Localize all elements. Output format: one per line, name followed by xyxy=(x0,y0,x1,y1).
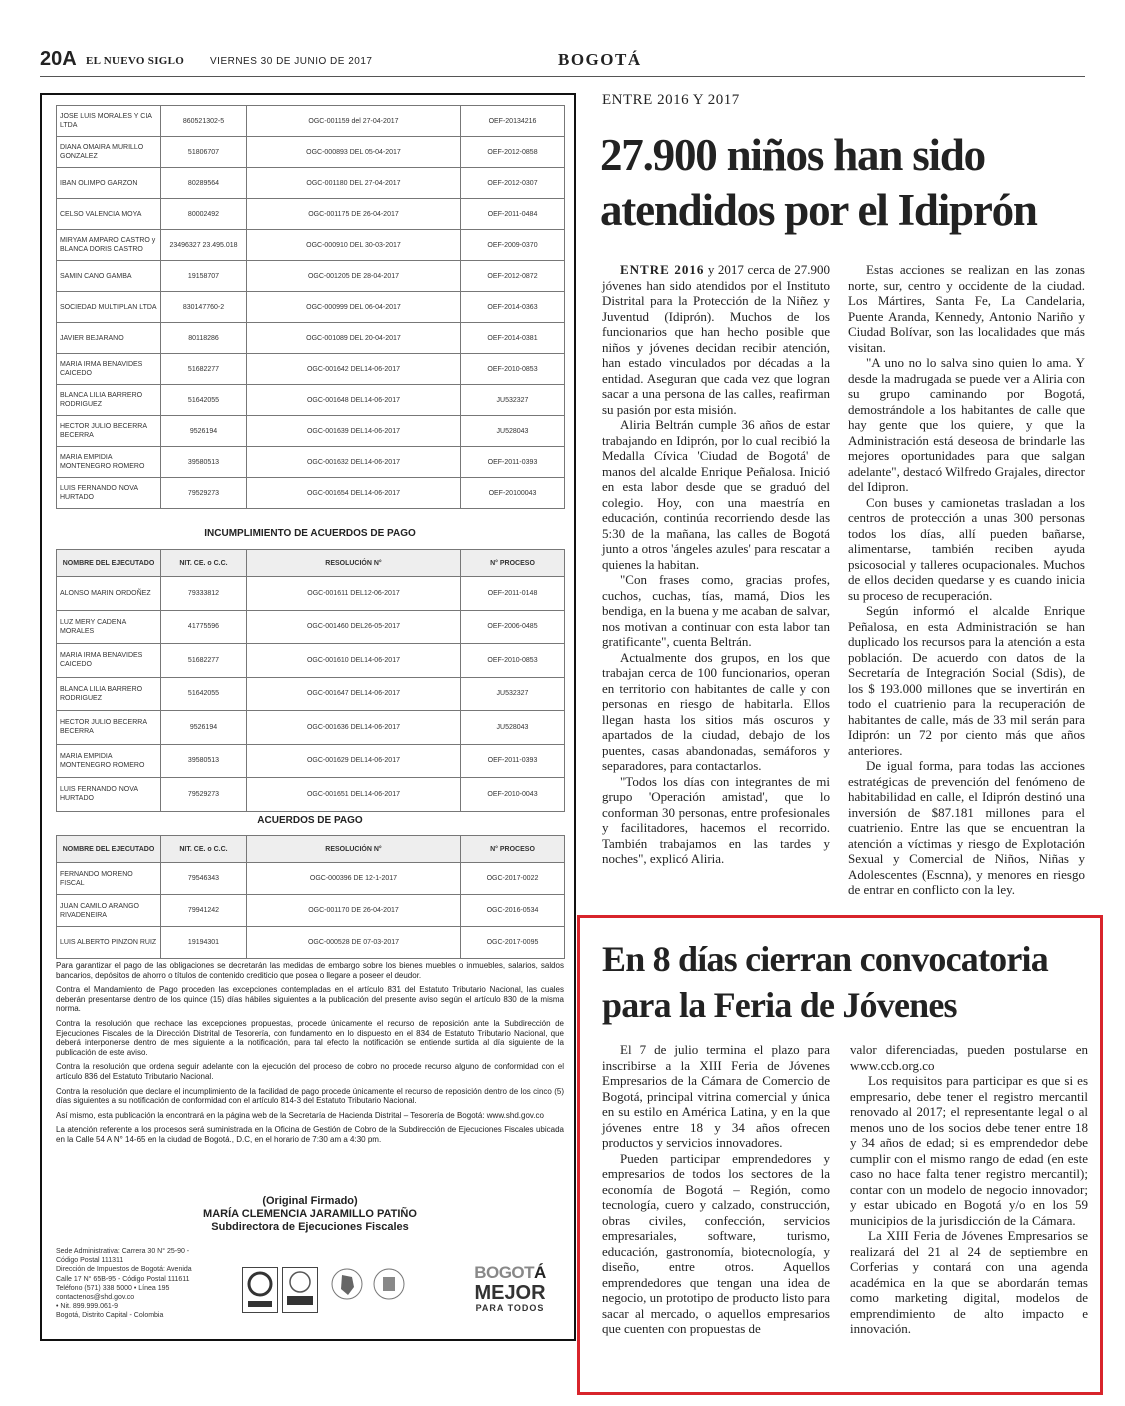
article-column-1 xyxy=(602,1042,830,1337)
table-cell: OEF-2010-0853 xyxy=(461,354,565,385)
table-cell: ALONSO MARIN ORDOÑEZ xyxy=(57,577,161,611)
table-row xyxy=(57,137,565,168)
article-paragraph: Con buses y camionetas trasladan a los centros de protección a unas 300 personas todos los días, allí pueden bañarse, alimentarse, también reciben ayuda psicosocial y talleres ocupacionales. Muchos de ellos deciden quedarse y es cuando inicia su proceso de recuperación. xyxy=(848,494,1085,603)
address-line: • Nit. 899.999.061-9 xyxy=(56,1303,118,1311)
table-cell: JU532327 xyxy=(461,677,565,711)
table-row xyxy=(57,927,565,959)
address-line: Bogotá, Distrito Capital - Colombia xyxy=(56,1312,164,1320)
table-row xyxy=(57,168,565,199)
table-row xyxy=(57,744,565,778)
table-cell: CELSO VALENCIA MOYA xyxy=(57,199,161,230)
article-paragraph: Los requisitos para participar es que si es empresario, debe tener el registro mercantil renovado al 2017; el representante legal o al menos uno de los socios debe tener entre 18 y 34 años de edad; si es emprendedor debe cumplir con el mismo rango de edad (en este caso no hace falta tener registro mercantil); contar con un modelo de negocio innovador; y estar ubicado en Bogotá y/o en los 59 municipios de la jurisdicción de la Cámara. xyxy=(850,1073,1088,1228)
table-row xyxy=(57,261,565,292)
column-header: RESOLUCIÓN N° xyxy=(247,550,461,577)
table-cell: OEF-2012-0872 xyxy=(461,261,565,292)
table-cell: OGC-2017-0022 xyxy=(461,863,565,895)
article-paragraph xyxy=(602,262,830,417)
table-cell: OEF-2011-0393 xyxy=(461,744,565,778)
table-cell: JU528043 xyxy=(461,711,565,745)
table-embargo xyxy=(56,105,565,509)
table-cell: OGC-000528 DE 07-03-2017 xyxy=(247,927,461,959)
article-column-1 xyxy=(602,262,830,867)
table-cell: OGC-001180 DEL 27-04-2017 xyxy=(247,168,461,199)
table-cell: OEF-2011-0148 xyxy=(461,577,565,611)
highlighted-article-box xyxy=(577,915,1103,1395)
logo-text: BOGOT xyxy=(474,1263,535,1282)
table-row xyxy=(57,447,565,478)
table-row xyxy=(57,478,565,509)
table-cell: LUIS ALBERTO PINZON RUIZ xyxy=(57,927,161,959)
table-cell: 80289564 xyxy=(161,168,247,199)
newspaper-name: EL NUEVO SIGLO xyxy=(86,55,185,67)
table-cell: LUIS FERNANDO NOVA HURTADO xyxy=(57,478,161,509)
table-cell: 830147760-2 xyxy=(161,292,247,323)
table-cell: OGC-001647 DEL14-06-2017 xyxy=(247,677,461,711)
table-cell: OEF-2014-0363 xyxy=(461,292,565,323)
table-cell: OEF-2009-0370 xyxy=(461,230,565,261)
table-cell: 79546343 xyxy=(161,863,247,895)
table-cell: DIANA OMAIRA MURILLO GONZALEZ xyxy=(57,137,161,168)
section-title: BOGOTÁ xyxy=(558,50,642,69)
address-line: contactenos@shd.gov.co xyxy=(56,1294,135,1302)
table-cell: OGC-001089 DEL 20-04-2017 xyxy=(247,323,461,354)
table-row xyxy=(57,610,565,644)
legal-paragraph: La atención referente a los procesos será suministrada en la Oficina de Gestión de Cobro de la Subdirección de Ejecuciones Fiscales ubicada en la Calle 54 A N° 14-65 en la ciudad de Bogotá., D.C, en el horario de 7:30 am a 4:30 pm. xyxy=(56,1125,564,1144)
table-cell: OGC-001636 DEL14-06-2017 xyxy=(247,711,461,745)
table-cell: HECTOR JULIO BECERRA BECERRA xyxy=(57,416,161,447)
legal-notice-ad xyxy=(40,93,576,1341)
table-cell: OGC-000910 DEL 30-03-2017 xyxy=(247,230,461,261)
table-cell: OGC-001651 DEL14-06-2017 xyxy=(247,778,461,812)
table-cell: OGC-2017-0095 xyxy=(461,927,565,959)
page-number: 20A xyxy=(40,48,77,70)
table-title-incumplimiento: INCUMPLIMIENTO DE ACUERDOS DE PAGO xyxy=(204,528,416,539)
logo-text: Á xyxy=(534,1263,546,1282)
table-cell: OGC-001648 DEL14-06-2017 xyxy=(247,385,461,416)
column-header: NIT. CE. o C.C. xyxy=(161,836,247,863)
table-incumplimiento xyxy=(56,549,565,812)
signature-block xyxy=(56,1195,564,1234)
table-row xyxy=(57,644,565,678)
logo-text: MEJOR xyxy=(474,1282,546,1304)
article-paragraph: Estas acciones se realizan en las zonas norte, sur, centro y occidente de la ciudad. Los Mártires, Santa Fe, La Candelaria, Puente Aranda, Kennedy, Antonio Nariño y Ciudad Bolívar, son las localidades que más visitan. xyxy=(848,262,1085,355)
table-cell: BLANCA LILIA BARRERO RODRIGUEZ xyxy=(57,385,161,416)
table-cell: 79529273 xyxy=(161,778,247,812)
legal-paragraph: Contra la resolución que rechace las excepciones propuestas, procede únicamente el recurso de reposición ante la Subdirección de Ejecuciones Fiscales de la Dirección Distrital de Tesorería, con fundamento en lo dispuesto en el 834 de Estatuto Tributario Nacional, que deberá interponerse dentro de mes siguiente a la notificación, para tal efecto la notificación se entiende surtida al día siguiente de la publicación de este aviso. xyxy=(56,1018,564,1057)
table-cell: OEF-2012-0858 xyxy=(461,137,565,168)
table-cell: 79941242 xyxy=(161,895,247,927)
table-cell: 23496327 23.495.018 xyxy=(161,230,247,261)
table-row xyxy=(57,778,565,812)
paragraph-text: y 2017 cerca de 27.900 jóvenes han sido atendidos por el Instituto Distrital para la Protección de la Niñez y Juventud (Idiprón). Muchos de los funcionarios que han hecho posible que niños y jóvenes decidan recibir atención, han estado vinculados por décadas a la entidad. Aseguran que cada vez que logran sacar a una persona de las calles, reafirman su pasión por esta misión. xyxy=(602,262,830,417)
article-paragraph: "A uno no lo salva sino quien lo ama. Y desde la madrugada se puede ver a Aliria con su grupo caminando por Bogotá, demostrándole a los habitantes de calle que hay gente que los quiere, y que la Administración está deseosa de brindarle las mejores oportunidades para que salgan adelante", destacó Wilfredo Grajales, director del Idipron. xyxy=(848,355,1085,494)
logo-text: PARA TODOS xyxy=(475,1303,545,1313)
article-kicker: ENTRE 2016 Y 2017 xyxy=(602,92,740,108)
table-cell: FERNANDO MORENO FISCAL xyxy=(57,863,161,895)
table-cell: 860521302-5 xyxy=(161,106,247,137)
table-cell: JAVIER BEJARANO xyxy=(57,323,161,354)
table-cell: OEF-2011-0484 xyxy=(461,199,565,230)
table-cell: IBAN OLIMPO GARZON xyxy=(57,168,161,199)
colombia-map-seal-icon xyxy=(330,1267,364,1311)
table-cell: OEF-20100043 xyxy=(461,478,565,509)
address-line: Sede Administrativa: Carrera 30 N° 25-90 - xyxy=(56,1248,190,1255)
address-line: Teléfono (571) 338 5000 • Línea 195 xyxy=(56,1284,170,1292)
address-line: Calle 17 N° 65B-95 - Código Postal 111611 xyxy=(56,1275,190,1283)
table-cell: 79333812 xyxy=(161,577,247,611)
bogota-mejor-logo xyxy=(460,1263,560,1313)
table-cell: HECTOR JULIO BECERRA BECERRA xyxy=(57,711,161,745)
table-cell: MARIA EMPIDIA MONTENEGRO ROMERO xyxy=(57,447,161,478)
table-cell: OGC-001460 DEL26-05-2017 xyxy=(247,610,461,644)
table-cell: OGC-2016-0534 xyxy=(461,895,565,927)
table-cell: SAMIN CANO GAMBA xyxy=(57,261,161,292)
table-row xyxy=(57,106,565,137)
column-header: NIT. CE. o C.C. xyxy=(161,550,247,577)
table-cell: MARIA IRMA BENAVIDES CAICEDO xyxy=(57,644,161,678)
legal-paragraph: Contra el Mandamiento de Pago proceden las excepciones contempladas en el artículo 831 del Estatuto Tributario Nacional, las cuales deberán presentarse dentro de los quince (15) días hábiles siguientes a la publicación del presente aviso según el artículo 830 de la misma norma. xyxy=(56,985,564,1014)
article-paragraph: valor diferenciadas, pueden postularse en www.ccb.org.co xyxy=(850,1042,1088,1073)
government-seal-icon xyxy=(372,1267,406,1311)
table-cell: JU528043 xyxy=(461,416,565,447)
article-paragraph: El 7 de julio termina el plazo para inscribirse a la XIII Feria de Jóvenes Empresarios de la Cámara de Comercio de Bogotá, principal vitrina comercial y única en su estilo en América Latina, y en la que jóvenes entre 18 y 34 años ofrecen productos y servicios innovadores. xyxy=(602,1042,830,1150)
table-cell: OGC-001654 DEL14-06-2017 xyxy=(247,478,461,509)
address-line: Código Postal 111311 xyxy=(56,1257,124,1265)
table-cell: OGC-001175 DE 26-04-2017 xyxy=(247,199,461,230)
table-cell: 51642055 xyxy=(161,677,247,711)
table-cell: 19194301 xyxy=(161,927,247,959)
table-cell: OEF-2014-0381 xyxy=(461,323,565,354)
column-header: NOMBRE DEL EJECUTADO xyxy=(57,550,161,577)
page-header xyxy=(40,48,1085,77)
table-cell: MARIA IRMA BENAVIDES CAICEDO xyxy=(57,354,161,385)
column-header: NOMBRE DEL EJECUTADO xyxy=(57,836,161,863)
article-paragraph: Aliria Beltrán cumple 36 años de estar trabajando en Idiprón, por lo cual recibió la Medalla Cívica 'Ciudad de Bogotá' de manos del alcalde Enrique Peñalosa. Inició en esta labor desde que se graduó del colegio. Hoy, con una maestría en educación, continúa recorriendo desde las 5:30 de la mañana, las calles de Bogotá junto a otros 'ángeles azules' para rescatar a quienes la habitan. xyxy=(602,417,830,572)
table-cell: 9526194 xyxy=(161,711,247,745)
table-acuerdos xyxy=(56,835,565,959)
article-headline: 27.900 niños han sido atendidos por el Idiprón xyxy=(600,130,1037,235)
table-row xyxy=(57,199,565,230)
column-header: N° PROCESO xyxy=(461,836,565,863)
iso-certification-seal-icon xyxy=(242,1267,278,1313)
address-block xyxy=(56,1247,226,1321)
article-paragraph: "Con frases como, gracias profes, cuchos, cuchas, tías, mamá, Dios les bendiga, en la buena y me acaban de salvar, nos motivan a continuar con esta labor tan gratificante", cuenta Beltrán. xyxy=(602,572,830,649)
table-cell: 9526194 xyxy=(161,416,247,447)
table-cell: 51682277 xyxy=(161,354,247,385)
column-header: RESOLUCIÓN N° xyxy=(247,836,461,863)
table-cell: OGC-001159 del 27-04-2017 xyxy=(247,106,461,137)
table-cell: 80118286 xyxy=(161,323,247,354)
table-cell: OEF-2012-0307 xyxy=(461,168,565,199)
address-line: Dirección de Impuestos de Bogotá: Avenida xyxy=(56,1266,192,1274)
table-cell: JOSE LUIS MORALES Y CIA LTDA xyxy=(57,106,161,137)
table-cell: OGC-000893 DEL 05-04-2017 xyxy=(247,137,461,168)
table-cell: BLANCA LILIA BARRERO RODRIGUEZ xyxy=(57,677,161,711)
table-cell: 19158707 xyxy=(161,261,247,292)
article-headline: En 8 días cierran convocatoria para la Feria de Jóvenes xyxy=(602,939,1048,1025)
table-cell: OGC-001611 DEL12-06-2017 xyxy=(247,577,461,611)
table-row xyxy=(57,323,565,354)
table-row xyxy=(57,711,565,745)
article-paragraph: "Todos los días con integrantes de mi grupo 'Operación amistad', que lo conforman 30 personas, entre profesionales y facilitadores, hacemos el recorrido. También trabajamos en las tardes y noches", explicó Aliria. xyxy=(602,773,830,866)
table-cell: OGC-001632 DEL14-06-2017 xyxy=(247,447,461,478)
article-paragraph: Actualmente dos grupos, en los que trabajan cerca de 100 funcionarios, operan en territorio con habitantes de calle y con personas en riesgo de habitarla. Ellos llegan hasta los sitios más oscuros y apartados de la ciudad, debajo de los puentes, casas abandonadas, semáforos y separadores, para contactarlos. xyxy=(602,649,830,773)
issue-date: VIERNES 30 DE JUNIO DE 2017 xyxy=(210,56,373,67)
legal-text xyxy=(56,961,564,1150)
table-cell: MARIA EMPIDIA MONTENEGRO ROMERO xyxy=(57,744,161,778)
table-cell: 51642055 xyxy=(161,385,247,416)
article-paragraph: Según informó el alcalde Enrique Peñalosa, en esta Administración se han duplicado los recursos para la atención a esta población. De acuerdo con datos de la Secretaría de Integración Social (Sdis), de los $ 193.000 millones que se invertirán en todo el cuatrienio para la recuperación de habitantes de calle, más de 33 mil serán para Idiprón: un 72 por ciento más que años anteriores. xyxy=(848,603,1085,758)
table-cell: OGC-001205 DE 28-04-2017 xyxy=(247,261,461,292)
table-cell: OEF-2010-0853 xyxy=(461,644,565,678)
table-row xyxy=(57,577,565,611)
table-cell: 79529273 xyxy=(161,478,247,509)
iqnet-seal-icon xyxy=(282,1267,318,1313)
article-lead: ENTRE 2016 xyxy=(620,262,705,277)
table-cell: 39580513 xyxy=(161,447,247,478)
signatory-name: MARÍA CLEMENCIA JARAMILLO PATIÑO xyxy=(203,1208,417,1220)
table-cell: 80002492 xyxy=(161,199,247,230)
table-cell: OEF-2011-0393 xyxy=(461,447,565,478)
table-cell: OGC-000999 DEL 06-04-2017 xyxy=(247,292,461,323)
table-cell: OEF-2006-0485 xyxy=(461,610,565,644)
table-cell: LUIS FERNANDO NOVA HURTADO xyxy=(57,778,161,812)
table-cell: OGC-001629 DEL14-06-2017 xyxy=(247,744,461,778)
table-cell: 41775596 xyxy=(161,610,247,644)
table-row xyxy=(57,230,565,261)
table-cell: 39580513 xyxy=(161,744,247,778)
table-row xyxy=(57,677,565,711)
table-cell: OGC-001639 DEL14-06-2017 xyxy=(247,416,461,447)
legal-paragraph: Contra la resolución que ordena seguir adelante con la ejecución del proceso de cobro no procede recurso alguno de conformidad con el artículo 836 del Estatuto Tributario Nacional. xyxy=(56,1062,564,1081)
signatory-title: Subdirectora de Ejecuciones Fiscales xyxy=(211,1221,409,1233)
table-cell: OGC-000396 DE 12-1-2017 xyxy=(247,863,461,895)
table-cell: SOCIEDAD MULTIPLAN LTDA xyxy=(57,292,161,323)
table-row xyxy=(57,292,565,323)
article-column-2 xyxy=(850,1042,1088,1337)
column-header: N° PROCESO xyxy=(461,550,565,577)
table-row xyxy=(57,895,565,927)
article-paragraph: De igual forma, para todas las acciones estratégicas de prevención del fenómeno de habitabilidad en calle, el Idiprón destinó una inversión de $87.181 millones para el cuatrienio. Entre las que se encuentran la atención a víctimas y riesgo de Explotación Sexual y Comercial de Niños, Niñas y Adolescentes (Escnna), y menores en riesgo de entrar en conflicto con la ley. xyxy=(848,758,1085,897)
table-cell: 51682277 xyxy=(161,644,247,678)
table-cell: OEF-20134216 xyxy=(461,106,565,137)
table-title-acuerdos: ACUERDOS DE PAGO xyxy=(257,815,363,826)
table-row xyxy=(57,416,565,447)
table-cell: JUAN CAMILO ARANGO RIVADENEIRA xyxy=(57,895,161,927)
legal-paragraph: Para garantizar el pago de las obligaciones se decretarán las medidas de embargo sobre los bienes muebles o inmuebles, salarios, saldos bancarios, depósitos de ahorro o títulos de contenido crediticio que posea o llegare a poseer el deudor. xyxy=(56,961,564,980)
table-cell: OGC-001610 DEL14-06-2017 xyxy=(247,644,461,678)
table-cell: OEF-2010-0043 xyxy=(461,778,565,812)
table-row xyxy=(57,385,565,416)
article-paragraph: La XIII Feria de Jóvenes Empresarios se realizará del 21 al 24 de septiembre en Corferias y contará con una agenda académica en la que se abordarán temas como marketing digital, modelos de emprendimiento de alto impacto e innovación. xyxy=(850,1228,1088,1336)
table-cell: OGC-001642 DEL14-06-2017 xyxy=(247,354,461,385)
table-cell: OGC-001170 DE 26-04-2017 xyxy=(247,895,461,927)
signature-note: (Original Firmado) xyxy=(262,1195,358,1207)
article-column-2 xyxy=(848,262,1085,898)
table-cell: MIRYAM AMPARO CASTRO y BLANCA DORIS CASTRO xyxy=(57,230,161,261)
article-paragraph: Pueden participar emprendedores y empresarios de todos los sectores de la economía de Bogotá – Región, como tecnología, cuero y calzado, construcción, obras civiles, confección, servicios empresariales, software, turismo, educación, gastronomía, biotecnología, y diseño, entre otros. Aquellos emprendedores que tengan una idea de negocio, un prototipo de producto listo para sacar al mercado, o aquellos empresarios que cuenten con propuestas de xyxy=(602,1150,830,1336)
table-cell: 51806707 xyxy=(161,137,247,168)
table-row xyxy=(57,863,565,895)
table-row xyxy=(57,354,565,385)
legal-paragraph: Así mismo, esta publicación la encontrará en la página web de la Secretaría de Hacienda Distrital – Tesorería de Bogotá: www.shd.gov.co xyxy=(56,1110,544,1120)
table-cell: JU532327 xyxy=(461,385,565,416)
legal-paragraph: Contra la resolución que declare el incumplimiento de la facilidad de pago procede únicamente el recurso de reposición dentro de los cinco (5) días siguientes a su notificación de conformidad con el artículo 814-3 del Estatuto Tributario Nacional. xyxy=(56,1086,564,1106)
table-cell: LUZ MERY CADENA MORALES xyxy=(57,610,161,644)
